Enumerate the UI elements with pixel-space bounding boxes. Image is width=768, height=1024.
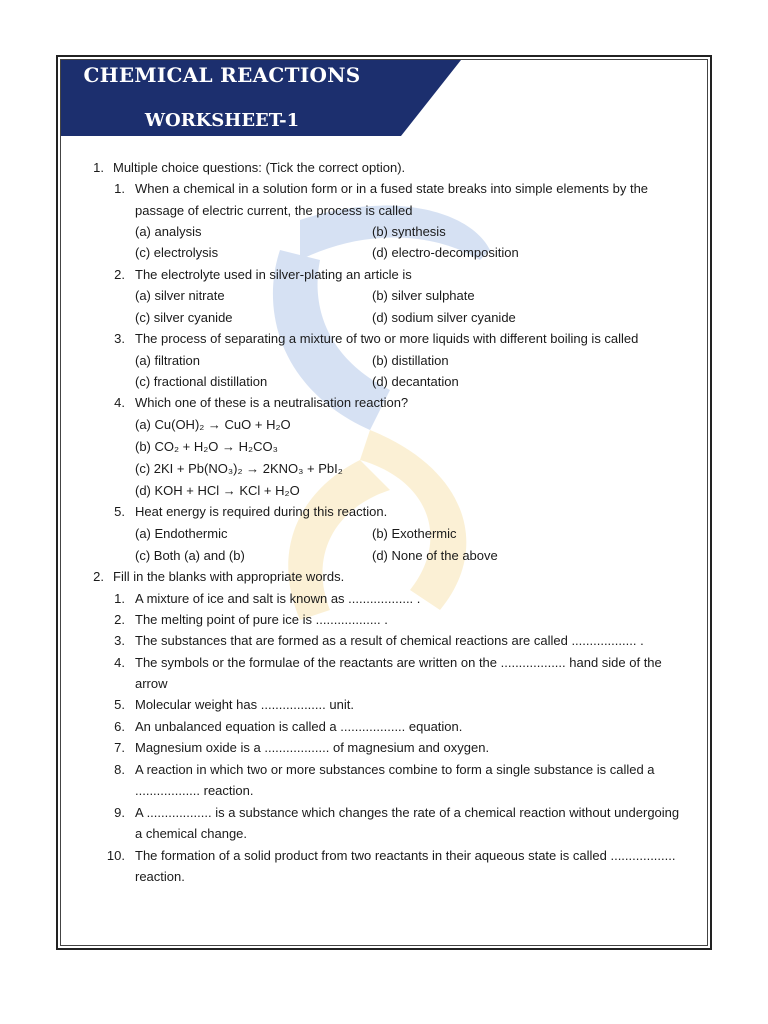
section-heading: Multiple choice questions: (Tick the correct option).	[113, 160, 406, 175]
blank-item-number: 4.	[114, 655, 125, 670]
question-text: When a chemical in a solution form or in a fused state breaks into simple elements by the	[135, 181, 649, 196]
option-a: (a) filtration	[135, 353, 201, 368]
blank-item-text: reaction.	[135, 869, 185, 884]
option-d: (d) electro-decomposition	[372, 245, 519, 260]
option-d: (d) KOH + HCl → KCl + H₂O	[135, 483, 300, 498]
section-heading: Fill in the blanks with appropriate words.	[113, 569, 345, 584]
blank-item-number: 7.	[114, 740, 125, 755]
option-b: (b) distillation	[372, 353, 449, 368]
question-text: The process of separating a mixture of two or more liquids with different boiling is called	[135, 331, 639, 346]
blank-item-number: 8.	[114, 762, 125, 777]
worksheet-subtitle: WORKSHEET-1	[144, 110, 300, 131]
blank-item-text: Magnesium oxide is a .................. of magnesium and oxygen.	[135, 740, 490, 755]
blank-item-text: arrow	[135, 676, 168, 691]
option-b: (b) synthesis	[372, 224, 446, 239]
blank-item-text: Molecular weight has .................. unit.	[135, 697, 354, 712]
blank-item-text: The formation of a solid product from two reactants in their aqueous state is called ..................	[135, 848, 676, 863]
option-d: (d) sodium silver cyanide	[372, 310, 516, 325]
blank-item-text: A reaction in which two or more substances combine to form a single substance is called a	[135, 762, 655, 777]
question-text: Heat energy is required during this reaction.	[135, 504, 388, 519]
option-b: (b) silver sulphate	[372, 288, 475, 303]
section-number: 2.	[93, 569, 104, 584]
blank-item-number: 1.	[114, 591, 125, 606]
blank-item-text: A .................. is a substance which changes the rate of a chemical reaction without undergoing	[135, 805, 680, 820]
option-c: (c) electrolysis	[135, 245, 219, 260]
option-a: (a) silver nitrate	[135, 288, 225, 303]
option-c: (c) Both (a) and (b)	[135, 548, 245, 563]
blank-item-text: The substances that are formed as a result of chemical reactions are called .................. .	[135, 633, 644, 648]
question-number: 5.	[114, 504, 125, 519]
option-a: (a) analysis	[135, 224, 202, 239]
question-text: Which one of these is a neutralisation reaction?	[135, 395, 409, 410]
blank-item-text: The melting point of pure ice is .................. .	[135, 612, 388, 627]
question-text: passage of electric current, the process is called	[135, 203, 413, 218]
question-number: 3.	[114, 331, 125, 346]
worksheet-title: CHEMICAL REACTIONS	[83, 63, 361, 87]
blank-item-number: 6.	[114, 719, 125, 734]
blank-item-text: An unbalanced equation is called a .................. equation.	[135, 719, 463, 734]
blank-item-text: a chemical change.	[135, 826, 248, 841]
question-text: The electrolyte used in silver-plating an article is	[135, 267, 412, 282]
option-b: (b) CO₂ + H₂O → H₂CO₃	[135, 439, 278, 454]
blank-item-number: 2.	[114, 612, 125, 627]
blank-item-text: A mixture of ice and salt is known as .................. .	[135, 591, 421, 606]
option-a: (a) Cu(OH)₂ → CuO + H₂O	[135, 417, 291, 432]
option-b: (b) Exothermic	[372, 526, 457, 541]
blank-item-number: 3.	[114, 633, 125, 648]
option-c: (c) silver cyanide	[135, 310, 233, 325]
option-d: (d) decantation	[372, 374, 459, 389]
question-number: 4.	[114, 395, 125, 410]
question-number: 2.	[114, 267, 125, 282]
blank-item-text: .................. reaction.	[135, 783, 254, 798]
option-d: (d) None of the above	[372, 548, 498, 563]
question-number: 1.	[114, 181, 125, 196]
option-a: (a) Endothermic	[135, 526, 228, 541]
blank-item-number: 10.	[106, 848, 125, 863]
blank-item-number: 5.	[114, 697, 125, 712]
blank-item-text: The symbols or the formulae of the reactants are written on the .................. hand side of the	[135, 655, 662, 670]
option-c: (c) 2KI + Pb(NO₃)₂ → 2KNO₃ + PbI₂	[135, 461, 343, 476]
option-c: (c) fractional distillation	[135, 374, 268, 389]
section-number: 1.	[93, 160, 104, 175]
blank-item-number: 9.	[114, 805, 125, 820]
